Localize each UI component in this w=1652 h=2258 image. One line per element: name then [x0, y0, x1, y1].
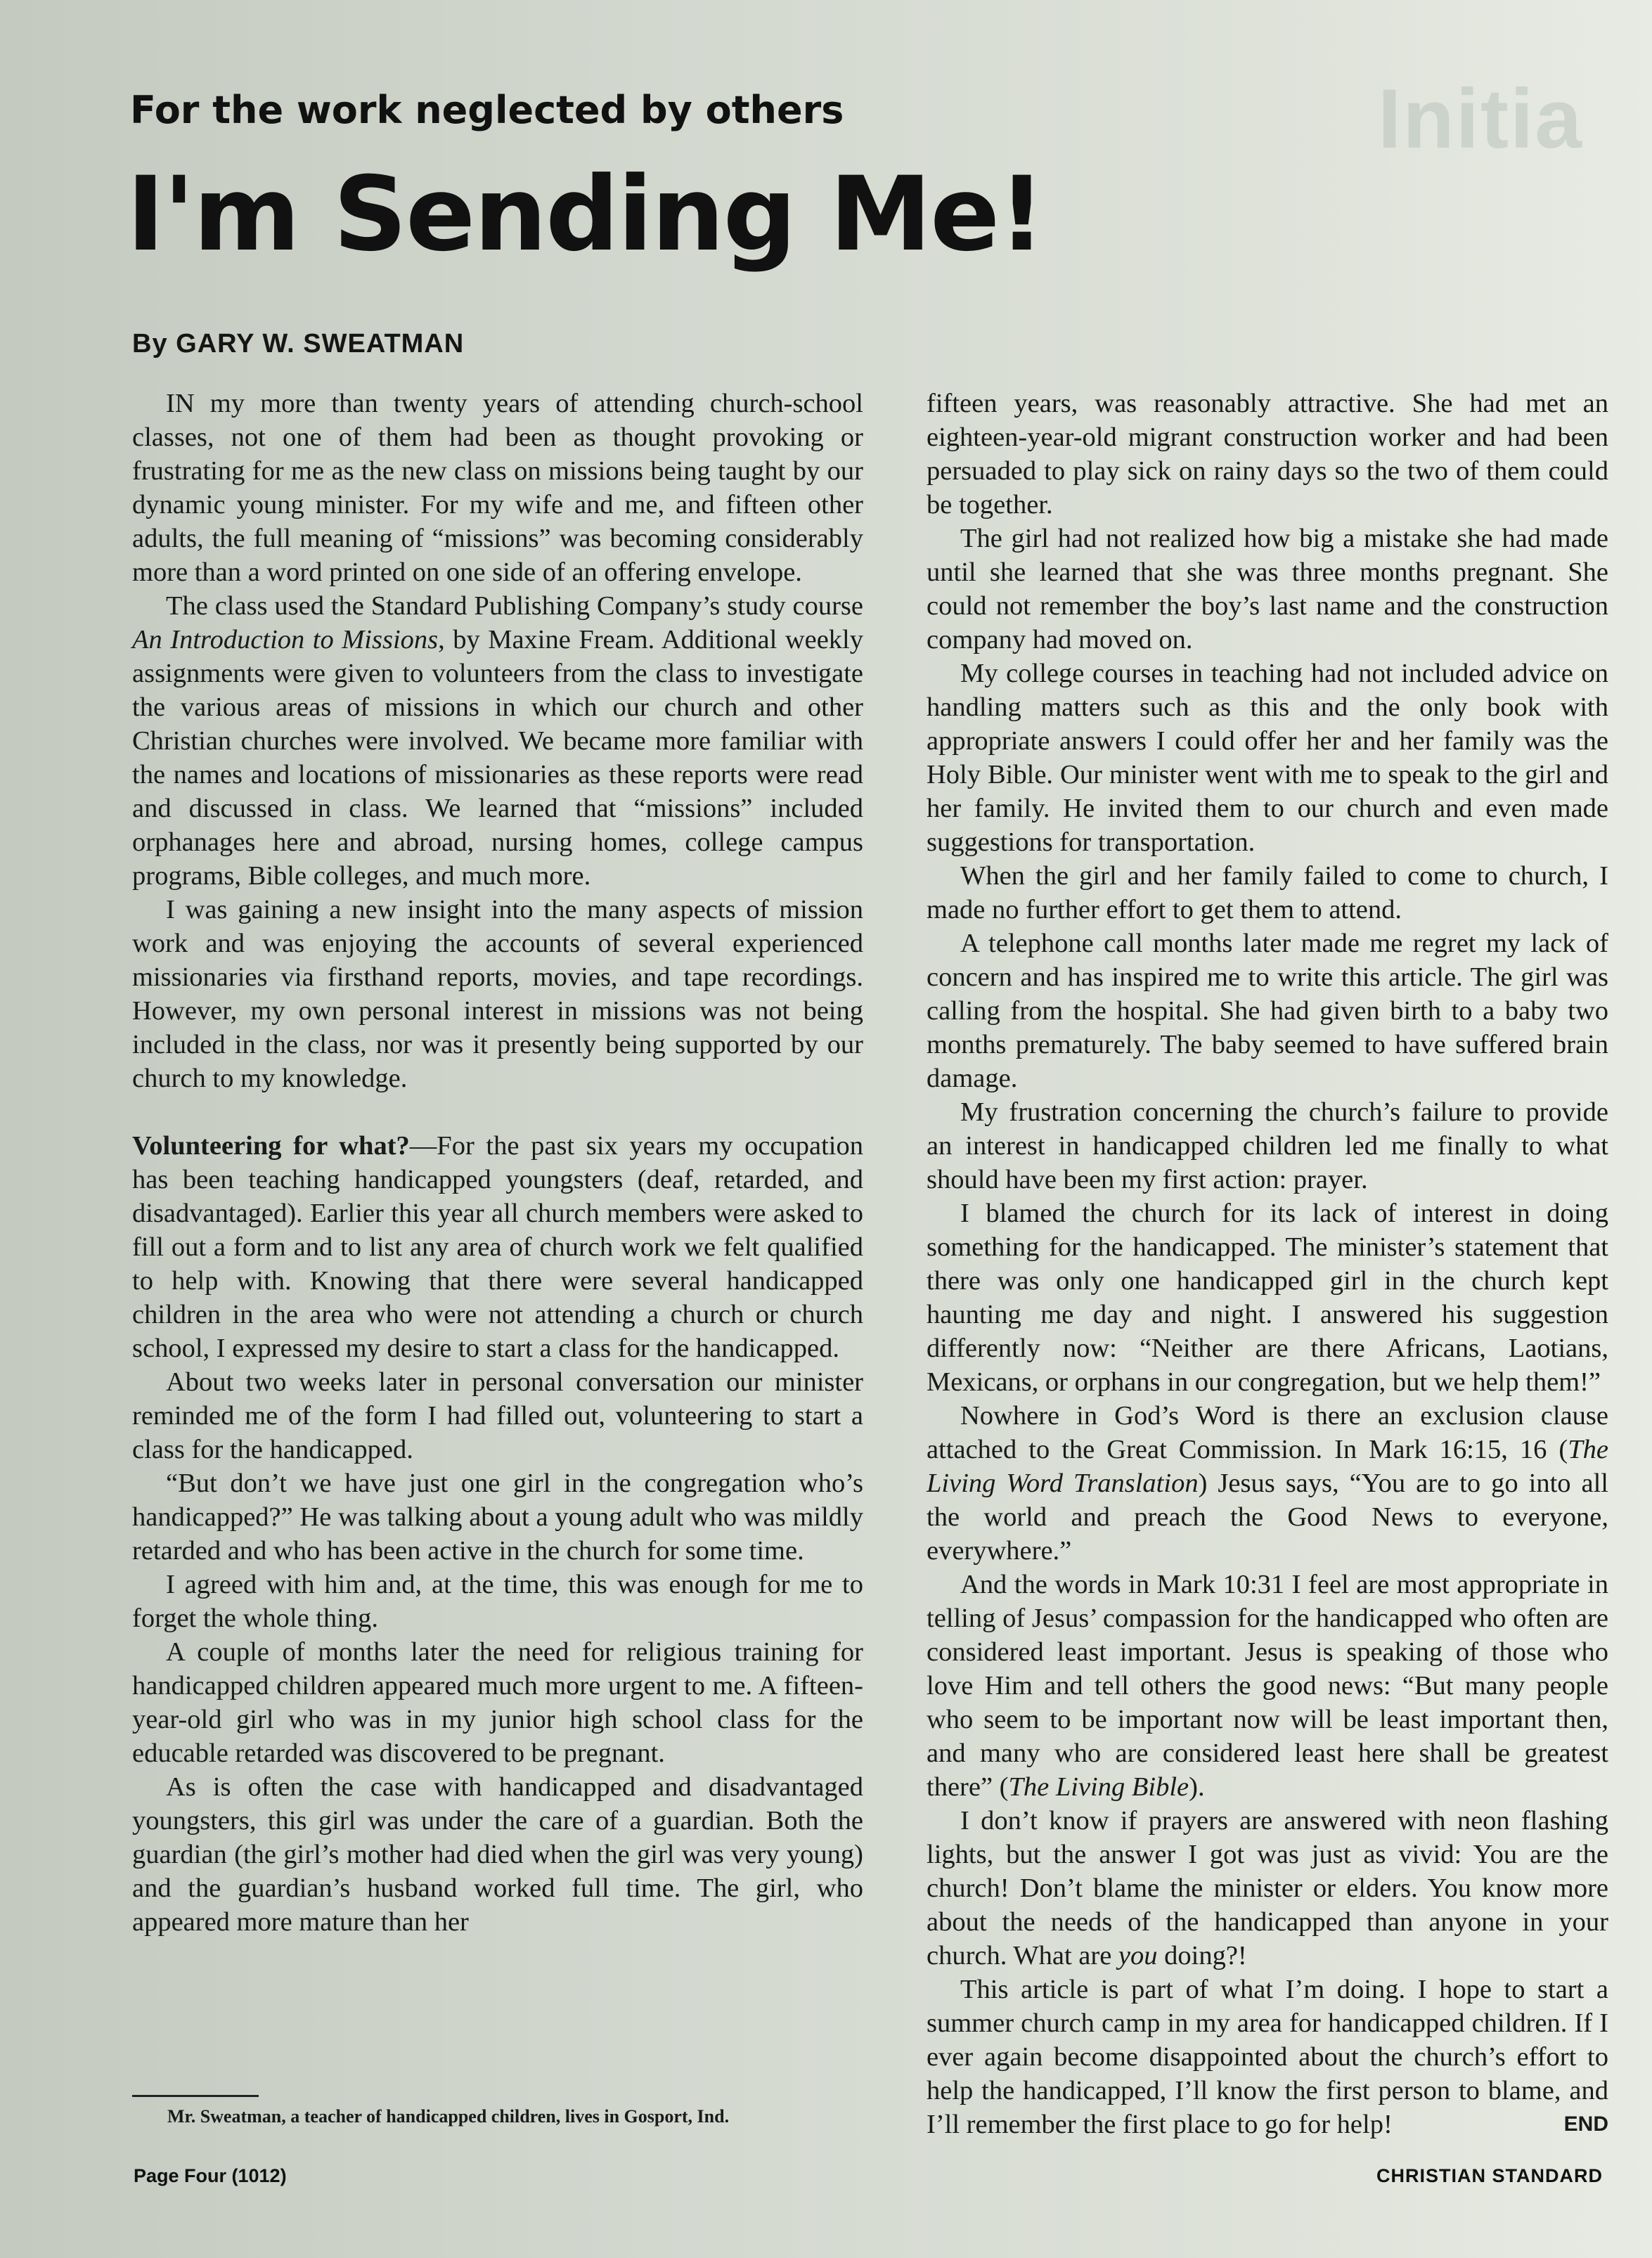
bleed-through-text: Ini⁠tia — [1378, 72, 1584, 166]
paragraph: I blamed the church for its lack of interest in doing something for the handicapped. The minister’s statement that there was only one handicapped girl in the church kept haunting me day and night. I answered his suggestion differently now: “Neither are there Africans, Laotians, Mexicans, or orphans in our congregation, but we help them!” — [927, 1199, 1608, 1397]
paragraph: Nowhere in God’s Word is there an exclusion clause attached to the Great Commission. In Mark 16:15, 16 (The Living Word Translation) Jesus says, “You are to go into all the world and preach the Good News to everyone, everywhere.” — [927, 1401, 1608, 1566]
translation-title: The Living Bible — [1008, 1772, 1189, 1802]
paragraph: “But don’t we have just one girl in the congregation who’s handicapped?” He was talking about a young adult who was mildly retarded and who has been active in the church for some time. — [132, 1469, 863, 1566]
paragraph: About two weeks later in personal conversation our minister reminded me of the form I had filled out, volunteering to start a class for the handicapped. — [132, 1367, 863, 1464]
paragraph: A telephone call months later made me regret my lack of concern and has inspired me to write this article. The girl was calling from the hospital. She had given birth to a baby two months prematurely. The baby seemed to have suffered brain damage. — [927, 929, 1608, 1093]
paragraph: A couple of months later the need for religious training for handicapped children appeared much more urgent to me. A fifteen-year-old girl who was in my junior high school class for the educable retarded was discovered to be pregnant. — [132, 1637, 863, 1768]
end-mark: END — [1563, 2112, 1608, 2136]
article-kicker: For the work neglected by others — [130, 88, 844, 132]
translation-title: The Living Word Translation — [927, 1435, 1608, 1498]
paragraph: And the words in Mark 10:31 I feel are most appropriate in telling of Jesus’ compassion for the handicapped who often are considered least important. Jesus is speaking of those who love Him and tell others the good news: “But many people who seem to be important now will be least important then, and many who are considered least here shall be greatest there” (The Living Bible). — [927, 1570, 1608, 1802]
page-number: Page Four (1012) — [134, 2165, 287, 2186]
publication-name: CHRISTIAN STANDARD — [1376, 2165, 1603, 2186]
paragraph: My college courses in teaching had not included advice on handling matters such as this and the only book with appropriate answers I could offer her and her family was the Holy Bible. Our minister went with me to speak to the girl and her family. He invited them to our church and even made suggestions for transportation. — [927, 659, 1608, 857]
byline: By GARY W. SWEATMAN — [132, 329, 465, 359]
paragraph: fifteen years, was reasonably attractive. She had met an eighteen-year-old migrant construction worker and had been persuaded to play sick on rainy days so the two of them could be together. — [927, 389, 1608, 520]
paragraph: I don’t know if prayers are answered with neon flashing lights, but the answer I got was just as vivid: You are the church! Don’t blame the minister or elders. You know more about the needs of the handicapped than anyone in your church. What are you doing?! — [927, 1806, 1608, 1970]
right-column — [927, 387, 1608, 2141]
book-title: An Introduction to Missions — [132, 625, 439, 654]
article-title: I'm Sending Me! — [127, 155, 1044, 274]
paragraph: The girl had not realized how big a mistake she had made until she learned that she was three months pregnant. She could not remember the boy’s last name and the construction company had moved on. — [927, 524, 1608, 654]
paragraph: The class used the Standard Publishing Company’s study course An Introduction to Missions, by Maxine Fream. Additional weekly assignments were given to volunteers from the class to investigate the various areas of missions in which our church and other Christian churches were involved. We became more familiar with the names and locations of missionaries as these reports were read and discussed in class. We learned that “missions” included orphanages here and abroad, nursing homes, college campus programs, Bible colleges, and much more. — [132, 591, 863, 891]
paragraph: My frustration concerning the church’s failure to provide an interest in handicapped children led me finally to what should have been my first action: prayer. — [927, 1097, 1608, 1194]
paragraph: When the girl and her family failed to come to church, I made no further effort to get them to attend. — [927, 861, 1608, 924]
paragraph: IN my more than twenty years of attending church-school classes, not one of them had been as thought provoking or frustrating for me as the new class on missions being taught by our dynamic young minister. For my wife and me, and fifteen other adults, the full meaning of “missions” was becoming considerably more than a word printed on one side of an offering envelope. — [132, 389, 863, 587]
paragraph: I was gaining a new insight into the many aspects of mission work and was enjoying the accounts of several experienced missionaries via firsthand reports, movies, and tape recordings. However, my own personal interest in missions was not being included in the class, nor was it presently being supported by our church to my knowledge. — [132, 895, 863, 1093]
subhead: Volunteering for what? — [132, 1131, 410, 1161]
footnote-rule — [132, 2095, 259, 2097]
paragraph-with-subhead: Volunteering for what?—For the past six years my occupation has been teaching handicapped youngsters (deaf, retarded, and disadvantaged). Earlier this year all church members were asked to fill out a form and to list any area of church work we felt qualified to help with. Knowing that there were several handicapped children in the area who were not attending a church or church school, I expressed my desire to start a class for the handicapped. — [132, 1131, 863, 1363]
author-footnote: Mr. Sweatman, a teacher of handicapped children, lives in Gosport, Ind. — [167, 2106, 730, 2127]
left-column — [132, 387, 863, 1939]
paragraph: This article is part of what I’m doing. I hope to start a summer church camp in my area for handicapped children. If I ever again become disappointed about the church’s effort to help the handicapped, I’ll know the first person to blame, and I’ll remember the first place to go for help! END — [927, 1973, 1608, 2141]
paragraph: As is often the case with handicapped and disadvantaged youngsters, this girl was under the care of a guardian. Both the guardian (the girl’s mother had died when the girl was very young) and the guardian’s husband worked full time. The girl, who appeared more mature than her — [132, 1772, 863, 1937]
emphasis: you — [1118, 1941, 1158, 1970]
paragraph: I agreed with him and, at the time, this was enough for me to forget the whole thing. — [132, 1570, 863, 1633]
